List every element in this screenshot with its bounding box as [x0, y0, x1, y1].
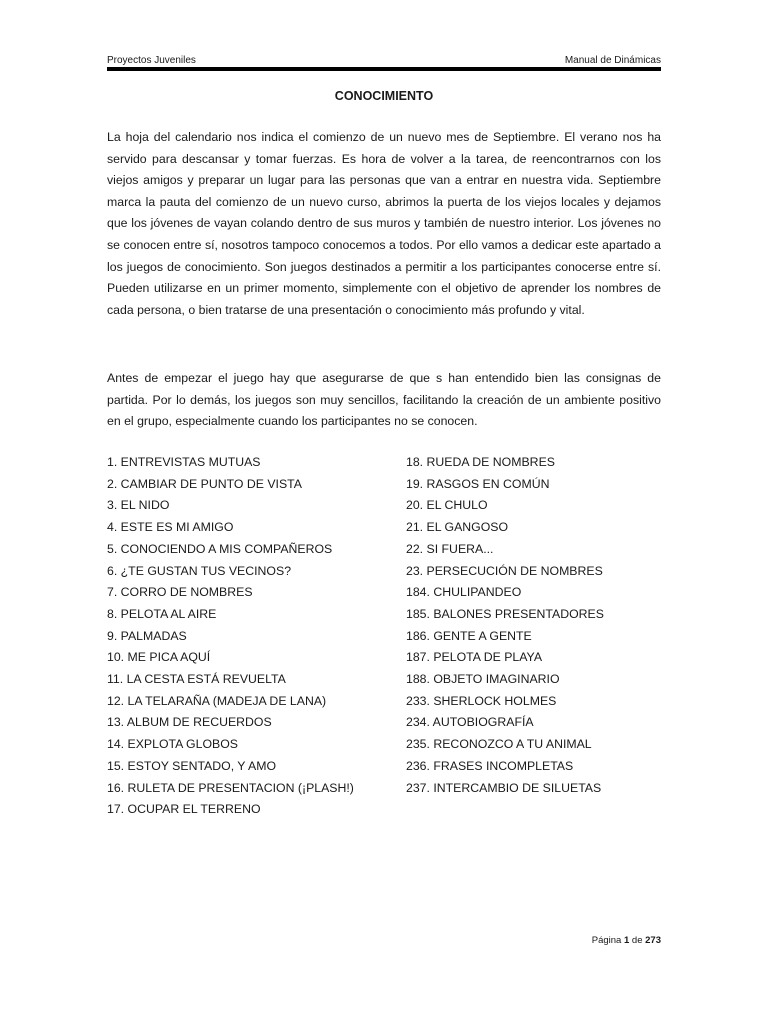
list-item: 4. ESTE ES MI AMIGO — [107, 520, 234, 535]
list-item: 1. ENTREVISTAS MUTUAS — [107, 455, 261, 469]
list-item: 16. RULETA DE PRESENTACION (¡PLASH!) — [107, 780, 354, 795]
list-item: 12. LA TELARAÑA (MADEJA DE LANA) — [107, 693, 327, 708]
game-list-left — [107, 452, 354, 821]
page-number: 1 — [623, 935, 630, 946]
list-item: 236. FRASES INCOMPLETAS — [406, 758, 574, 773]
list-item: 2. CAMBIAR DE PUNTO DE VISTA — [107, 476, 302, 491]
list-item: 10. ME PICA AQUÍ — [107, 650, 211, 665]
header-right-text: Manual de Dinámicas — [564, 55, 661, 66]
page-footer — [500, 935, 661, 946]
page-header — [107, 55, 661, 67]
game-list-right — [406, 452, 604, 799]
list-item: 23. PERSECUCIÓN DE NOMBRES — [406, 563, 603, 578]
list-item: 9. PALMADAS — [107, 628, 187, 643]
header-rule — [107, 67, 661, 71]
list-item: 17. OCUPAR EL TERRENO — [107, 802, 261, 817]
header-left-text: Proyectos Juveniles — [107, 55, 196, 66]
page-label: Página — [591, 935, 622, 946]
list-item: 5. CONOCIENDO A MIS COMPAÑEROS — [107, 541, 333, 556]
page-of: de — [631, 935, 643, 946]
list-item: 14. EXPLOTA GLOBOS — [107, 737, 238, 752]
list-item: 11. LA CESTA ESTÁ REVUELTA — [107, 672, 286, 687]
list-item: 18. RUEDA DE NOMBRES — [406, 455, 555, 469]
list-item: 15. ESTOY SENTADO, Y AMO — [107, 758, 277, 773]
instructions-paragraph: Antes de empezar el juego hay que asegurarse de que s han entendido bien las consignas de partida. Por lo demás, los juegos son muy sencillos, facilitando la creación de un ambiente positivo en el grupo, especialmente cuando los participantes no se conocen. — [107, 371, 661, 429]
list-item: 185. BALONES PRESENTADORES — [406, 606, 604, 621]
list-item: 187. PELOTA DE PLAYA — [406, 650, 543, 665]
list-item: 234. AUTOBIOGRAFÍA — [406, 715, 534, 730]
list-item: 22. SI FUERA... — [406, 541, 494, 556]
list-item: 7. CORRO DE NOMBRES — [107, 585, 253, 600]
list-item: 233. SHERLOCK HOLMES — [406, 693, 557, 708]
list-item: 188. OBJETO IMAGINARIO — [406, 672, 560, 687]
page-total: 273 — [645, 935, 661, 946]
list-item: 6. ¿TE GUSTAN TUS VECINOS? — [107, 563, 292, 578]
list-item: 13. ALBUM DE RECUERDOS — [107, 715, 272, 730]
section-title: CONOCIMIENTO — [334, 89, 434, 103]
list-item: 184. CHULIPANDEO — [406, 585, 522, 600]
intro-paragraph: La hoja del calendario nos indica el comienzo de un nuevo mes de Septiembre. El verano nos ha servido para descansar y tomar fuerzas. Es hora de volver a la tarea, de reencontrarnos con los viejos amigos y preparar un lugar para las personas que van a entrar en nuestra vida. Septiembre marca la pauta del comienzo de un nuevo curso, abrimos la puerta de los viejos locales y dejamos que los jóvenes de vayan colando dentro de sus muros y también de nuestro interior. Los jóvenes no se conocen entre sí, nosotros tampoco conocemos a todos. Por ello vamos a dedicar este apartado a los juegos de conocimiento. Son juegos destinados a permitir a los participantes conocerse entre sí. Pueden utilizarse en un primer momento, simplemente con el objetivo de aprender los nombres de cada persona, o bien tratarse de una presentación o conocimiento más profundo y vital. — [107, 130, 661, 317]
list-item: 235. RECONOZCO A TU ANIMAL — [406, 737, 592, 752]
list-item: 186. GENTE A GENTE — [406, 628, 532, 643]
list-item: 20. EL CHULO — [406, 498, 488, 513]
list-item: 237. INTERCAMBIO DE SILUETAS — [406, 780, 602, 795]
list-item: 3. EL NIDO — [107, 498, 170, 513]
list-item: 19. RASGOS EN COMÚN — [406, 476, 550, 491]
list-item: 8. PELOTA AL AIRE — [107, 606, 217, 621]
list-item: 21. EL GANGOSO — [406, 520, 509, 535]
